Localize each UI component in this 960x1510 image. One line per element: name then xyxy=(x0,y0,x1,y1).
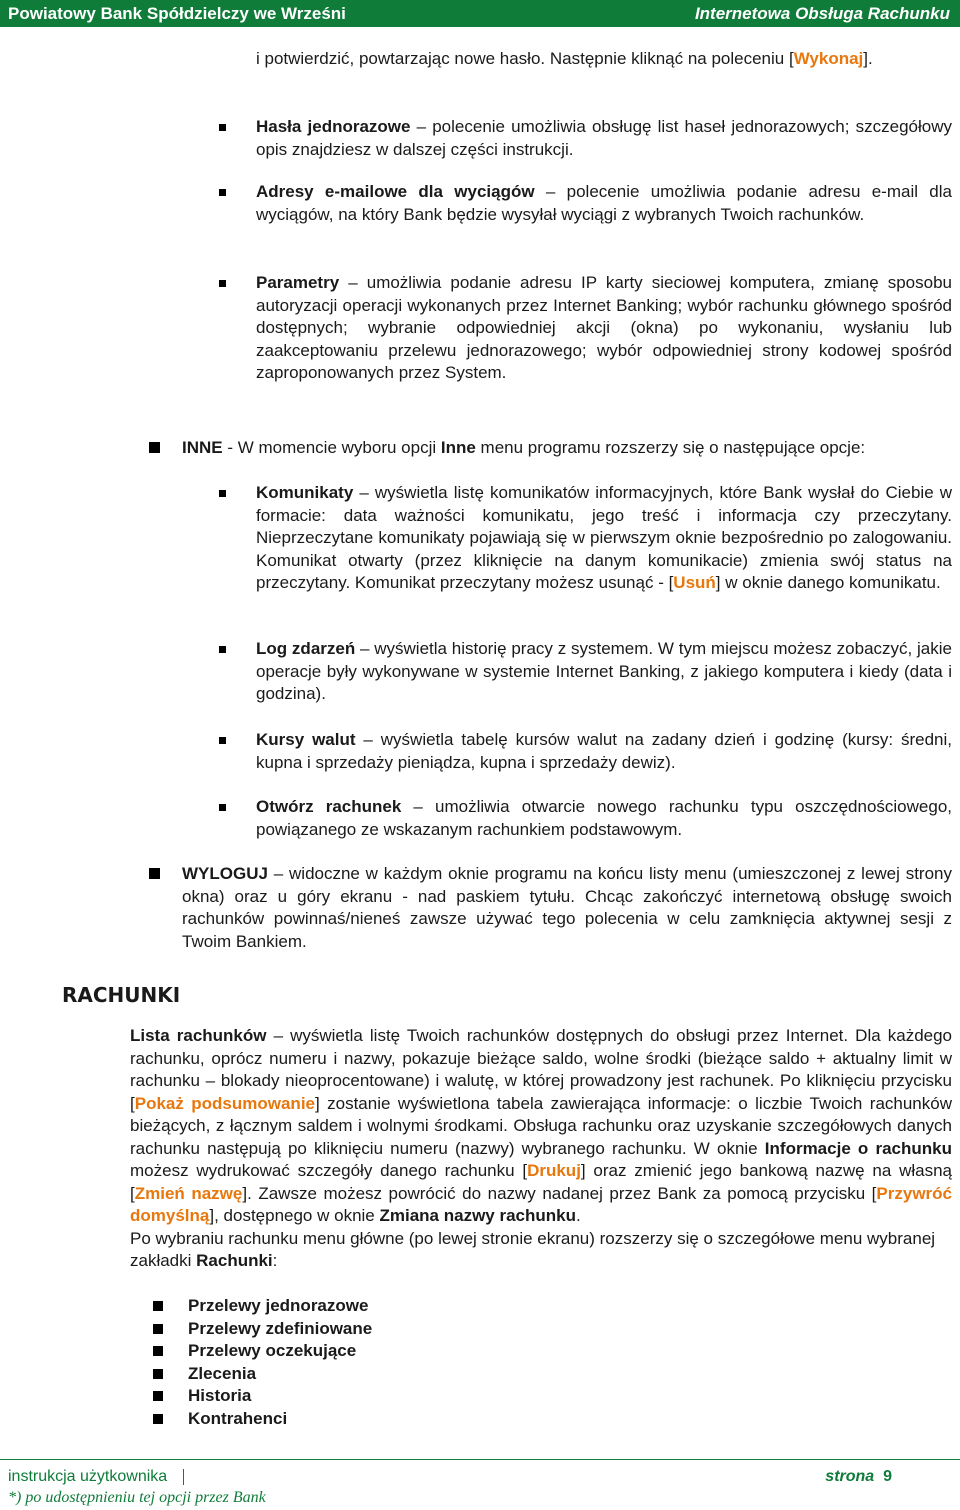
rachunki-bold: Rachunki xyxy=(196,1251,273,1270)
drukuj-ref: Drukuj xyxy=(527,1161,581,1180)
square-bullet-icon xyxy=(149,442,160,453)
page-header xyxy=(0,0,960,27)
submenu-item: Przelewy jednorazowe xyxy=(188,1296,369,1315)
list-item xyxy=(256,796,952,841)
footer-divider xyxy=(0,1459,960,1460)
rachunki-paragraph xyxy=(130,1025,952,1273)
rachunki-text: ], dostępnego w oknie xyxy=(209,1206,380,1225)
square-bullet-icon xyxy=(219,189,226,196)
wyloguj-title: WYLOGUJ xyxy=(182,864,268,883)
inne-text: - W momencie wyboru opcji xyxy=(222,438,441,457)
list-item xyxy=(256,116,952,161)
intro-text: i potwierdzić, powtarzając nowe hasło. Następnie kliknąć na poleceniu [ xyxy=(256,49,794,68)
item-title: Parametry xyxy=(256,273,340,292)
square-bullet-icon xyxy=(219,124,226,131)
informacje-o-rachunku-ref: Informacje o rachunku xyxy=(764,1138,952,1158)
lista-rachunkow-title: Lista rachunków xyxy=(130,1026,267,1045)
wyloguj-text: – widoczne w każdym oknie programu na końcu listy menu (umieszczonej z lewej strony okna) oraz u góry ekranu - nad paskiem tytułu. Chcąc zakończyć internetową obsługę swoich rachunków powinnaś/nieneś zawsze używać tego polecenia w celu zamknięcia aktywnej sesji z Twoim Bankiem. xyxy=(182,864,952,951)
submenu-item: Kontrahenci xyxy=(188,1409,288,1428)
square-bullet-icon xyxy=(219,490,226,497)
item-title: Adresy e-mailowe dla wyciągów xyxy=(256,182,535,201)
item-title: Hasła jednorazowe xyxy=(256,117,411,136)
square-bullet-icon xyxy=(153,1346,163,1356)
square-bullet-icon xyxy=(153,1324,163,1334)
inne-bold: Inne xyxy=(440,438,476,457)
item-text: – polecenie umożliwia podanie adresu e-mail dla wyciągów, na który Bank będzie wysyłał wyciągi z wybranych Twoich rachunków. xyxy=(256,182,952,224)
rachunki-text: możesz wydrukować szczegóły danego rachunku [ xyxy=(130,1161,528,1180)
rachunki-text: ] zostanie wyświetlona tabela zawierająca informacje: o liczbie Twoich rachunków bieżących, z łącznym saldem i wolnymi środkami. Obsługa rachunku oraz uzyskanie szczegółowych danych rachunku następują po kliknięciu numeru (nazwy) wybranego rachunku. W oknie xyxy=(130,1093,952,1158)
item-title: Log zdarzeń xyxy=(256,639,356,658)
square-bullet-icon xyxy=(149,868,160,879)
item-text: – wyświetla historię pracy z systemem. W tym miejscu możesz zobaczyć, jakie operacje były wykonywane w systemie Internet Banking, z jakiego komputera i kiedy (data i godzina). xyxy=(256,639,952,703)
intro-paragraph xyxy=(256,48,952,71)
square-bullet-icon xyxy=(153,1301,163,1311)
list-item xyxy=(256,181,952,226)
submenu-item: Historia xyxy=(188,1386,252,1405)
pokaz-podsumowanie-ref: Pokaż podsumowanie xyxy=(134,1093,315,1113)
square-bullet-icon xyxy=(219,804,226,811)
submenu-item: Przelewy oczekujące xyxy=(188,1341,357,1360)
intro-text-end: ]. xyxy=(863,49,873,68)
document-title: Internetowa Obsługa Rachunku xyxy=(694,4,950,23)
square-bullet-icon xyxy=(219,280,226,287)
footnote: *) po udostępnieniu tej opcji przez Bank xyxy=(8,1489,266,1506)
item-title: Kursy walut xyxy=(256,730,356,749)
list-item xyxy=(256,482,952,595)
rachunki-text: Po wybraniu rachunku menu główne (po lewej stronie ekranu) rozszerzy się o szczegółowe menu wybranej zakładki xyxy=(130,1228,936,1270)
item-text: – umożliwia podanie adresu IP karty sieciowej komputera, zmianę sposobu autoryzacji operacji wykonanych przez Internet Banking; wybór rachunku głównego spośród dostępnych; wybranie odpowiedniej akcji (okna) po wykonaniu, wysłaniu lub zaakceptowaniu przelewu jednorazowego; wybór odpowiedniej strony kodowej spośród zaproponowanych przez System. xyxy=(256,273,952,382)
square-bullet-icon xyxy=(153,1414,163,1424)
list-item xyxy=(256,638,952,706)
item-text: – umożliwia otwarcie nowego rachunku typu oszczędnościowego, powiązanego ze wskazanym rachunkiem podstawowym. xyxy=(256,797,952,839)
rachunki-text: ] oraz zmienić jego bankową nazwę na własną [ xyxy=(130,1161,953,1203)
rachunki-text: ]. Zawsze możesz powrócić do nazwy nadanej przez Bank za pomocą przycisku [ xyxy=(242,1183,877,1203)
footer-separator xyxy=(183,1469,184,1485)
inne-paragraph xyxy=(182,437,952,460)
przywroc-domyslna-ref: Przywróć domyślną xyxy=(130,1183,952,1225)
page-label: strona xyxy=(825,1468,875,1485)
submenu-item: Zlecenia xyxy=(188,1364,257,1383)
submenu-item: Przelewy zdefiniowane xyxy=(188,1319,373,1338)
square-bullet-icon xyxy=(219,646,226,653)
page-number-value: 9 xyxy=(883,1468,892,1485)
zmien-nazwe-ref: Zmień nazwę xyxy=(134,1183,243,1203)
page-number xyxy=(825,1466,892,1489)
rachunki-text: : xyxy=(272,1251,278,1270)
inne-title: INNE xyxy=(182,438,223,457)
item-text: – wyświetla tabelę kursów walut na zadany dzień i godzinę (kursy: średni, kupna i sprzedaży pieniądza, kupna i sprzedaży dewiz). xyxy=(256,730,952,772)
item-text: – wyświetla listę komunikatów informacyjnych, które Bank wysłał do Ciebie w formacie: data ważności komunikatu, jego treść i informacja czy przeczytany. Nieprzeczytane komunikaty pojawiają się w pierwszym oknie bezpośrednio po zalogowaniu. Komunikat otwarty (przez kliknięcie na danym komunikacie) zmienia swój status na przeczytany. Komunikat przeczytany możesz usunąć - [ xyxy=(256,483,952,592)
item-text-end: ] w oknie danego komunikatu. xyxy=(715,573,941,592)
wyloguj-paragraph xyxy=(182,863,952,953)
item-text: – polecenie umożliwia obsługę list haseł jednorazowych; szczegółowy opis znajdziesz w dalszej części instrukcji. xyxy=(256,117,952,159)
item-title: Otwórz rachunek xyxy=(256,797,402,816)
section-heading: RACHUNKI xyxy=(62,983,181,1007)
square-bullet-icon xyxy=(153,1391,163,1401)
rachunki-text: . xyxy=(575,1206,581,1225)
inne-text-end: menu programu rozszerzy się o następujące opcje: xyxy=(475,438,866,457)
list-item xyxy=(256,272,952,385)
rachunki-text: – wyświetla listę Twoich rachunków dostępnych do obsługi przez Internet. Dla każdego rachunku, oprócz numeru i nazwy, pokazuje bieżące saldo, wolne środki (bieżące saldo + aktualny limit w rachunku – blokady nieoprocentowane) i walutę, w której prowadzony jest rachunek. Po kliknięciu przycisku [ xyxy=(130,1026,953,1113)
zmiana-nazwy-ref: Zmiana nazwy rachunku xyxy=(379,1206,576,1225)
item-title: Komunikaty xyxy=(256,483,354,502)
square-bullet-icon xyxy=(153,1369,163,1379)
bank-name: Powiatowy Bank Spółdzielczy we Wrześni xyxy=(8,4,346,23)
list-item xyxy=(256,729,952,774)
square-bullet-icon xyxy=(219,737,226,744)
wykonaj-button-ref: Wykonaj xyxy=(793,49,864,68)
footer-manual-label: instrukcja użytkownika xyxy=(8,1468,168,1485)
usun-button-ref: Usuń xyxy=(673,573,716,592)
footer-left xyxy=(8,1466,184,1489)
